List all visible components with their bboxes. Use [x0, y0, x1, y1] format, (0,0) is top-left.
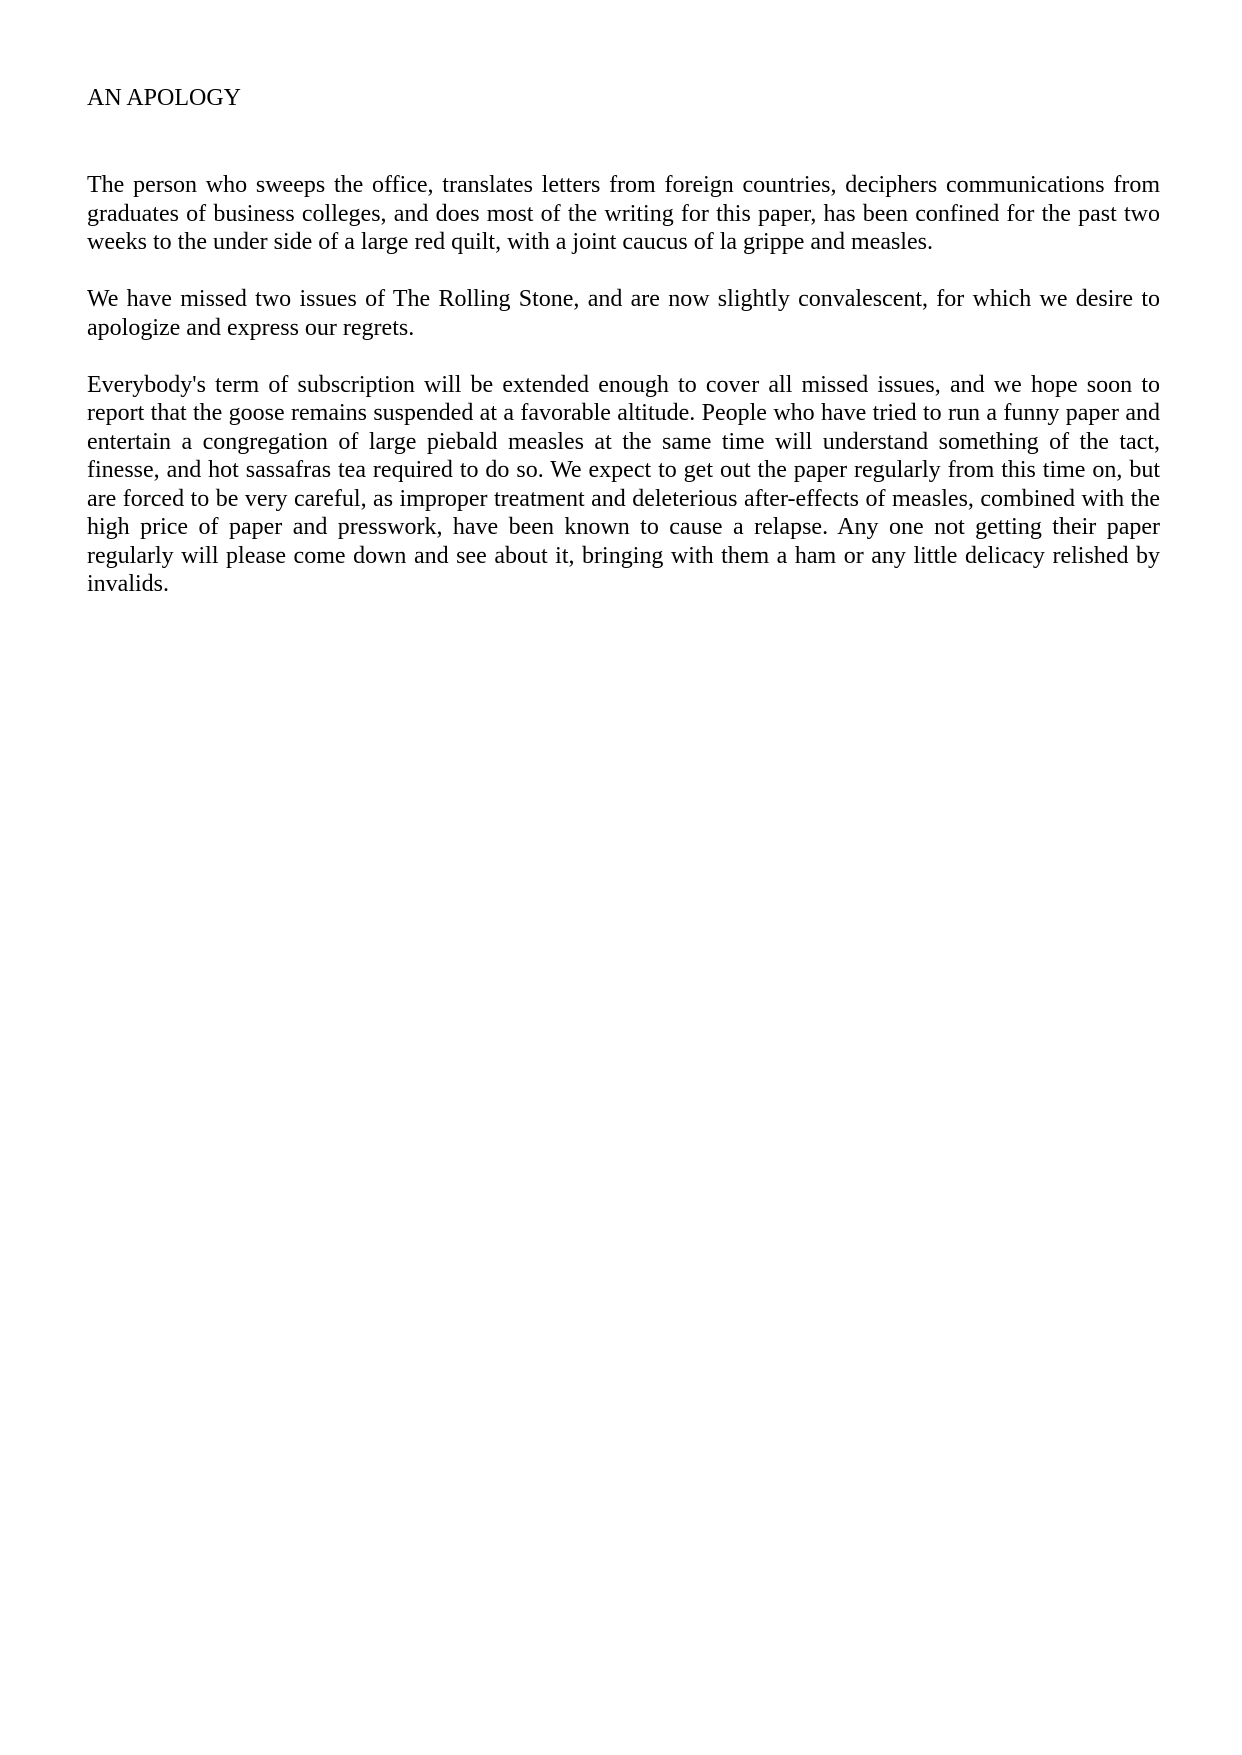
paragraph-1: The person who sweeps the office, translates letters from foreign countries, deciphers communications from graduates of business colleges, and does most of the writing for this paper, has been confined for the past two weeks to the under side of a large red quilt, with a joint caucus of la grippe and measles.	[87, 172, 1160, 255]
article-body	[87, 84, 1160, 599]
paragraph-3: Everybody's term of subscription will be extended enough to cover all missed issues, and we hope soon to report that the goose remains suspended at a favorable altitude. People who have tried to run a funny paper and entertain a congregation of large piebald measles at the same time will understand something of the tact, finesse, and hot sassafras tea required to do so. We expect to get out the paper regularly from this time on, but are forced to be very careful, as improper treatment and deleterious after-effects of measles, combined with the high price of paper and presswork, have been known to cause a relapse. Any one not getting their paper regularly will please come down and see about it, bringing with them a ham or any little delicacy relished by invalids.	[87, 371, 1160, 597]
article-title: AN APOLOGY	[87, 85, 242, 111]
paragraph-2: We have missed two issues of The Rolling Stone, and are now slightly convalescent, for which we desire to apologize and express our regrets.	[87, 286, 1160, 341]
